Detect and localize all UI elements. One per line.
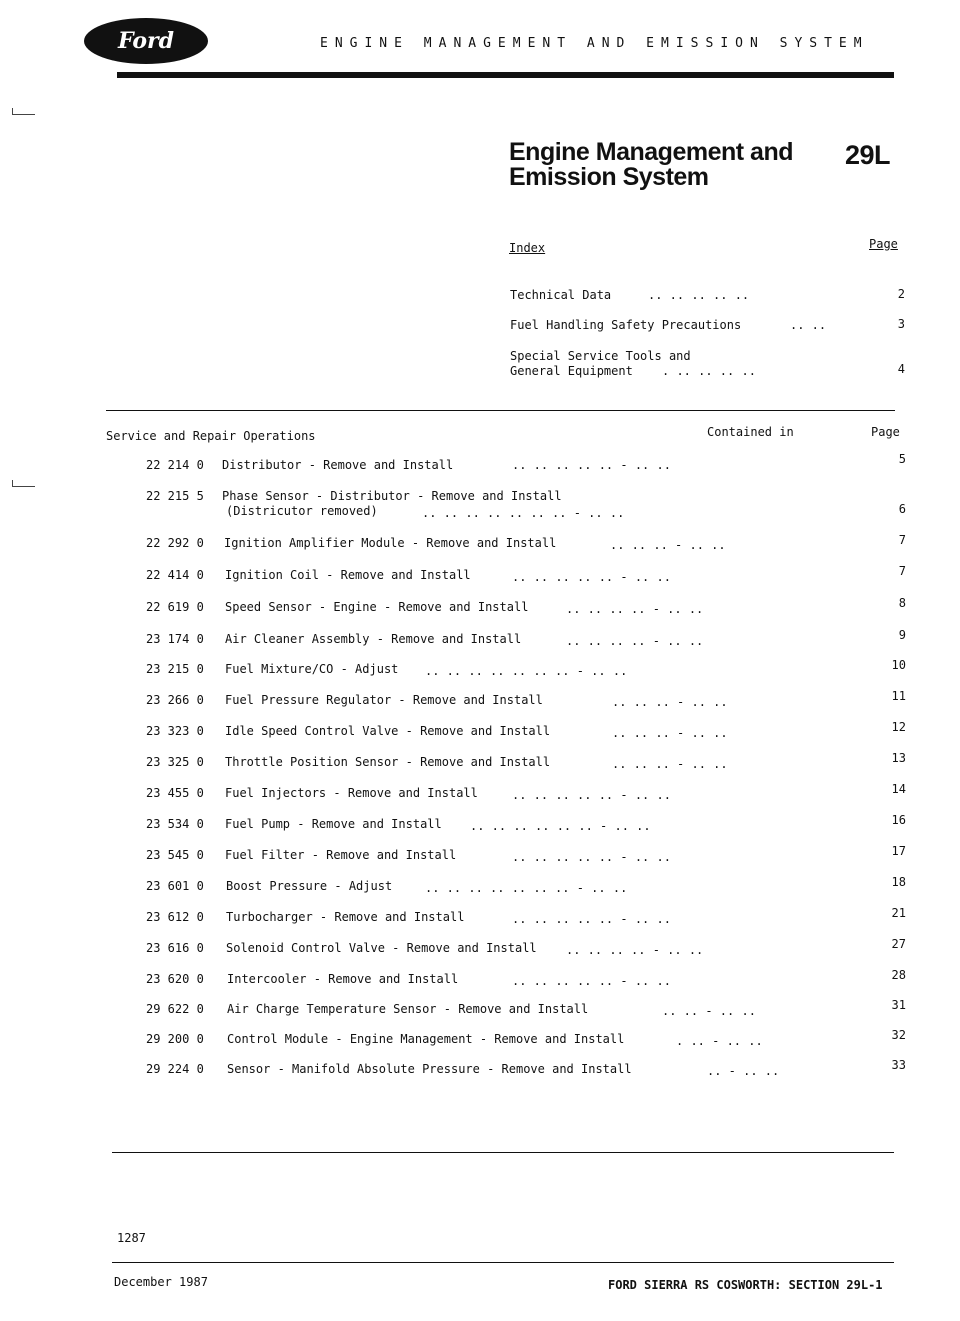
section-title-line1: Engine Management and xyxy=(509,138,793,166)
op-dots: .. .. .. .. .. - .. .. xyxy=(512,912,671,926)
op-dots: .. - .. .. xyxy=(707,1064,780,1078)
op-page: 12 xyxy=(891,720,906,734)
op-desc: Boost Pressure - Adjust xyxy=(226,879,393,893)
op-dots: .. .. .. .. - .. .. xyxy=(566,602,704,616)
op-dots: .. .. .. .. .. - .. .. xyxy=(512,850,671,864)
op-page: 31 xyxy=(891,998,906,1012)
op-dots: .. .. .. .. .. .. .. - .. .. xyxy=(425,664,628,678)
section-title xyxy=(509,140,793,190)
op-code: 22 619 0 xyxy=(146,600,204,614)
op-dots: .. .. .. .. .. .. .. - .. .. xyxy=(422,506,625,520)
op-desc: Intercooler - Remove and Install xyxy=(227,972,459,986)
divider xyxy=(106,410,895,411)
op-dots: .. .. .. .. .. .. - .. .. xyxy=(470,819,651,833)
op-code: 29 200 0 xyxy=(146,1032,204,1046)
op-page: 32 xyxy=(891,1028,906,1042)
op-dots: .. .. .. .. .. - .. .. xyxy=(512,788,671,802)
op-page: 16 xyxy=(891,813,906,827)
op-page: 17 xyxy=(891,844,906,858)
header-rule xyxy=(117,72,894,78)
section-title-line2: Emission System xyxy=(509,163,709,191)
index-item-dots: .. .. xyxy=(790,318,827,332)
op-code: 22 215 5 xyxy=(146,489,204,503)
ford-logo xyxy=(84,18,208,64)
op-dots: .. .. .. - .. .. xyxy=(612,757,728,771)
index-item-label-line1: Special Service Tools and xyxy=(510,349,691,363)
index-item-page: 2 xyxy=(897,287,905,301)
index-page-heading: Page xyxy=(869,237,898,251)
op-desc: Fuel Mixture/CO - Adjust xyxy=(225,662,399,676)
op-dots: .. .. .. .. - .. .. xyxy=(566,943,704,957)
op-dots: .. .. .. .. .. - .. .. xyxy=(512,458,671,472)
op-code: 23 266 0 xyxy=(146,693,204,707)
op-page: 8 xyxy=(898,596,906,610)
op-desc: Control Module - Engine Management - Remove and Install xyxy=(227,1032,625,1046)
op-desc: Ignition Coil - Remove and Install xyxy=(225,568,471,582)
margin-mark xyxy=(12,108,35,115)
op-page: 9 xyxy=(898,628,906,642)
op-code: 23 323 0 xyxy=(146,724,204,738)
op-code: 23 174 0 xyxy=(146,632,204,646)
op-page: 27 xyxy=(891,937,906,951)
op-dots: .. .. .. .. - .. .. xyxy=(566,634,704,648)
op-desc: Distributor - Remove and Install xyxy=(222,458,454,472)
op-desc: Solenoid Control Valve - Remove and Install xyxy=(226,941,537,955)
op-dots: .. .. .. .. .. - .. .. xyxy=(512,570,671,584)
op-page: 7 xyxy=(898,533,906,547)
op-code: 22 214 0 xyxy=(146,458,204,472)
footer-date: December 1987 xyxy=(114,1275,208,1289)
index-item-dots: . .. .. .. .. xyxy=(662,364,756,378)
running-title: ENGINE MANAGEMENT AND EMISSION SYSTEM xyxy=(320,36,869,51)
op-desc: Speed Sensor - Engine - Remove and Install xyxy=(225,600,529,614)
op-desc-line2: (Districutor removed) xyxy=(226,504,378,518)
op-page: 10 xyxy=(891,658,906,672)
op-code: 29 622 0 xyxy=(146,1002,204,1016)
op-desc: Ignition Amplifier Module - Remove and Install xyxy=(224,536,557,550)
op-desc: Idle Speed Control Valve - Remove and Install xyxy=(225,724,551,738)
op-code: 23 545 0 xyxy=(146,848,204,862)
op-code: 23 455 0 xyxy=(146,786,204,800)
op-code: 23 620 0 xyxy=(146,972,204,986)
footer-rule xyxy=(112,1262,894,1263)
operations-page-heading: Page xyxy=(871,425,900,439)
op-page: 28 xyxy=(891,968,906,982)
op-desc: Air Charge Temperature Sensor - Remove and Install xyxy=(227,1002,589,1016)
op-page: 13 xyxy=(891,751,906,765)
op-code: 23 215 0 xyxy=(146,662,204,676)
op-page: 21 xyxy=(891,906,906,920)
op-desc: Turbocharger - Remove and Install xyxy=(226,910,465,924)
op-desc: Sensor - Manifold Absolute Pressure - Remove and Install xyxy=(227,1062,632,1076)
op-code: 23 325 0 xyxy=(146,755,204,769)
op-desc: Fuel Filter - Remove and Install xyxy=(225,848,457,862)
ford-logo-text: Ford xyxy=(117,28,175,54)
op-page: 6 xyxy=(898,502,906,516)
margin-mark xyxy=(12,480,35,487)
op-page: 33 xyxy=(891,1058,906,1072)
op-dots: .. .. .. .. .. - .. .. xyxy=(512,974,671,988)
footer-doc-ref: FORD SIERRA RS COSWORTH: SECTION 29L-1 xyxy=(608,1278,883,1292)
op-desc: Phase Sensor - Distributor - Remove and Install xyxy=(222,489,562,503)
op-code: 23 612 0 xyxy=(146,910,204,924)
op-code: 23 601 0 xyxy=(146,879,204,893)
index-item-page: 3 xyxy=(897,317,905,331)
section-code: 29L xyxy=(845,140,891,170)
op-page: 14 xyxy=(891,782,906,796)
op-dots: .. .. .. .. .. .. .. - .. .. xyxy=(425,881,628,895)
index-item-label: Fuel Handling Safety Precautions xyxy=(510,318,742,332)
contained-in-heading: Contained in xyxy=(707,425,794,439)
op-code: 22 414 0 xyxy=(146,568,204,582)
op-dots: .. .. .. - .. .. xyxy=(612,726,728,740)
op-page: 7 xyxy=(898,564,906,578)
index-item-dots: .. .. .. .. .. xyxy=(648,288,750,302)
divider xyxy=(112,1152,894,1153)
op-desc: Fuel Pump - Remove and Install xyxy=(225,817,442,831)
op-dots: .. .. .. - .. .. xyxy=(610,538,726,552)
index-item-page: 4 xyxy=(897,362,905,376)
index-heading: Index xyxy=(509,241,546,255)
op-dots: . .. - .. .. xyxy=(676,1034,763,1048)
op-page: 18 xyxy=(891,875,906,889)
op-code: 22 292 0 xyxy=(146,536,204,550)
op-dots: .. .. - .. .. xyxy=(662,1004,756,1018)
op-desc: Throttle Position Sensor - Remove and Install xyxy=(225,755,551,769)
op-code: 23 534 0 xyxy=(146,817,204,831)
op-desc: Air Cleaner Assembly - Remove and Install xyxy=(225,632,522,646)
op-page: 5 xyxy=(898,452,906,466)
op-desc: Fuel Injectors - Remove and Install xyxy=(225,786,478,800)
op-dots: .. .. .. - .. .. xyxy=(612,695,728,709)
page-number: 1287 xyxy=(117,1231,146,1245)
index-item-label: Technical Data xyxy=(510,288,612,302)
operations-heading: Service and Repair Operations xyxy=(106,429,316,443)
op-desc: Fuel Pressure Regulator - Remove and Install xyxy=(225,693,543,707)
index-item-label-line2: General Equipment xyxy=(510,364,633,378)
op-code: 23 616 0 xyxy=(146,941,204,955)
op-page: 11 xyxy=(891,689,906,703)
op-code: 29 224 0 xyxy=(146,1062,204,1076)
